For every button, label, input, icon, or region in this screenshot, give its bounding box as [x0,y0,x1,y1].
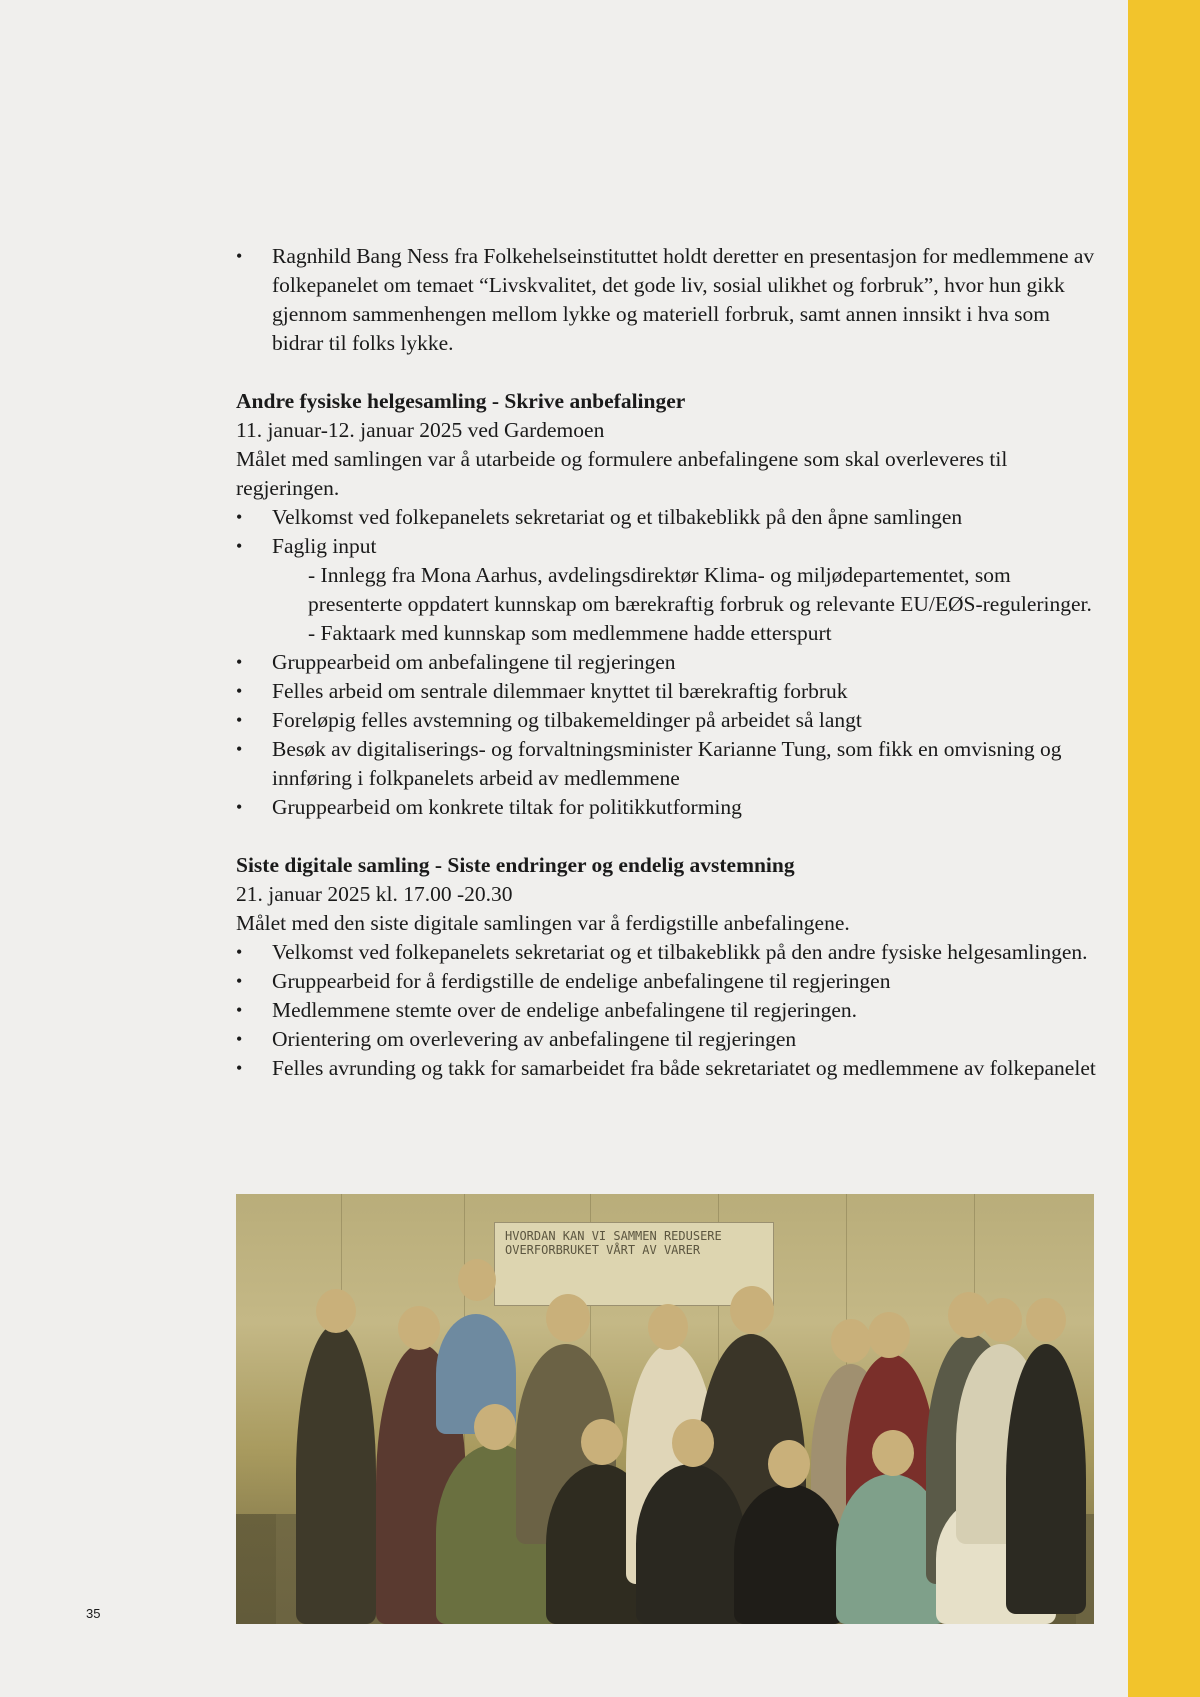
accent-side-band [1128,0,1200,1697]
sub-list [236,561,1096,648]
section-goal: Målet med den siste digitale samlingen var å ferdigstille anbefalingene. [236,911,850,935]
list-item: • Gruppearbeid om konkrete tiltak for politikkutforming [236,793,1096,822]
page-number: 35 [86,1606,101,1621]
section3-list [236,938,1096,1083]
list-item: • Faglig input [236,532,1096,561]
list-item: • Felles avrunding og takk for samarbeidet fra både sekretariatet og medlemmene av folkepanelet [236,1054,1096,1083]
list-item: • Orientering om overlevering av anbefalingene til regjeringen [236,1025,1096,1054]
list-item: • Velkomst ved folkepanelets sekretariat og et tilbakeblikk på den andre fysiske helgesamlingen. [236,938,1096,967]
section-goal: Målet med samlingen var å utarbeide og formulere anbefalingene som skal overleveres til regjeringen. [236,447,1008,500]
list-item: • Velkomst ved folkepanelets sekretariat og et tilbakeblikk på den åpne samlingen [236,503,1096,532]
list-item: • Gruppearbeid for å ferdigstille de endelige anbefalingene til regjeringen [236,967,1096,996]
section-title: Andre fysiske helgesamling - Skrive anbefalinger [236,389,686,413]
sub-item: - Innlegg fra Mona Aarhus, avdelingsdirektør Klima- og miljødepartementet, som presenterte oppdatert kunnskap om bærekraftig forbruk og relevante EU/EØS-reguleringer. [308,563,1092,616]
list-item: • Foreløpig felles avstemning og tilbakemeldinger på arbeidet så langt [236,706,1096,735]
group-photo [236,1194,1094,1624]
page-content [236,242,1096,1083]
list-item: • Ragnhild Bang Ness fra Folkehelseinstituttet holdt deretter en presentasjon for medlemmene av folkepanelet om temaet “Livskvalitet, det gode liv, sosial ulikhet og forbruk”, hvor hun gikk gjennom sammenhengen mellom lykke og materiell forbruk, samt annen innsikt i hva som bidrar til folks lykke. [236,242,1096,358]
section2-list-b [236,648,1096,822]
list-item: • Gruppearbeid om anbefalingene til regjeringen [236,648,1096,677]
sub-item: - Faktaark med kunnskap som medlemmene hadde etterspurt [308,621,832,645]
list-item: • Medlemmene stemte over de endelige anbefalingene til regjeringen. [236,996,1096,1025]
section-date: 21. januar 2025 kl. 17.00 -20.30 [236,882,513,906]
section-title: Siste digitale samling - Siste endringer og endelig avstemning [236,853,795,877]
list-item: • Besøk av digitaliserings- og forvaltningsminister Karianne Tung, som fikk en omvisning og innføring i folkpanelets arbeid av medlemmene [236,735,1096,793]
list-item: • Felles arbeid om sentrale dilemmaer knyttet til bærekraftig forbruk [236,677,1096,706]
section-date: 11. januar-12. januar 2025 ved Gardemoen [236,418,605,442]
section2-list-a [236,503,1096,561]
whiteboard-poster: HVORDAN KAN VI SAMMEN REDUSERE OVERFORBRUKET VÅRT AV VARER [494,1222,774,1306]
intro-list [236,242,1096,358]
